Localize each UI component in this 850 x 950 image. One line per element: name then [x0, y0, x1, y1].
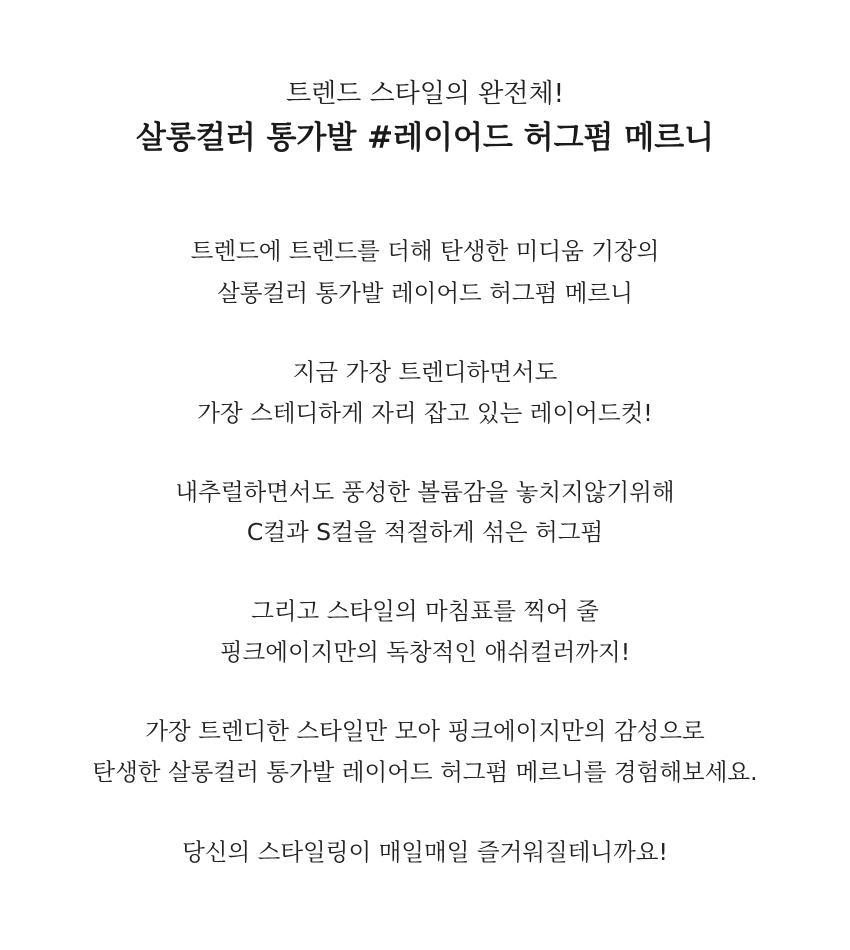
- description-line-2: 살롱컬러 통가발 레이어드 허그펌 메르니: [217, 279, 633, 307]
- page-subtitle: 트렌드 스타일의 완전체!: [285, 79, 565, 109]
- description-line-11: 당신의 스타일링이 매일매일 즐거워질테니까요!: [182, 838, 668, 866]
- page-title: 살롱컬러 통가발 #레이어드 허그펌 메르니: [135, 120, 715, 156]
- description-line-7: 그리고 스타일의 마침표를 찍어 줄: [251, 597, 599, 625]
- description-line-4: 가장 스테디하게 자리 잡고 있는 레이어드컷!: [197, 399, 653, 427]
- description-line-3: 지금 가장 트렌디하면서도: [292, 358, 558, 386]
- description-line-5: 내추럴하면서도 풍성한 볼륨감을 놓치지않기위해: [175, 478, 675, 506]
- description-line-6: C컬과 S컬을 적절하게 섞은 허그펌: [246, 518, 604, 546]
- description-line-10: 탄생한 살롱컬러 통가발 레이어드 허그펌 메르니를 경험해보세요.: [92, 758, 758, 786]
- description-line-9: 가장 트렌디한 스타일만 모아 핑크에이지만의 감성으로: [145, 717, 705, 745]
- description-line-8: 핑크에이지만의 독창적인 애쉬컬러까지!: [219, 638, 631, 666]
- description-line-1: 트렌드에 트렌드를 더해 탄생한 미디움 기장의: [190, 237, 660, 265]
